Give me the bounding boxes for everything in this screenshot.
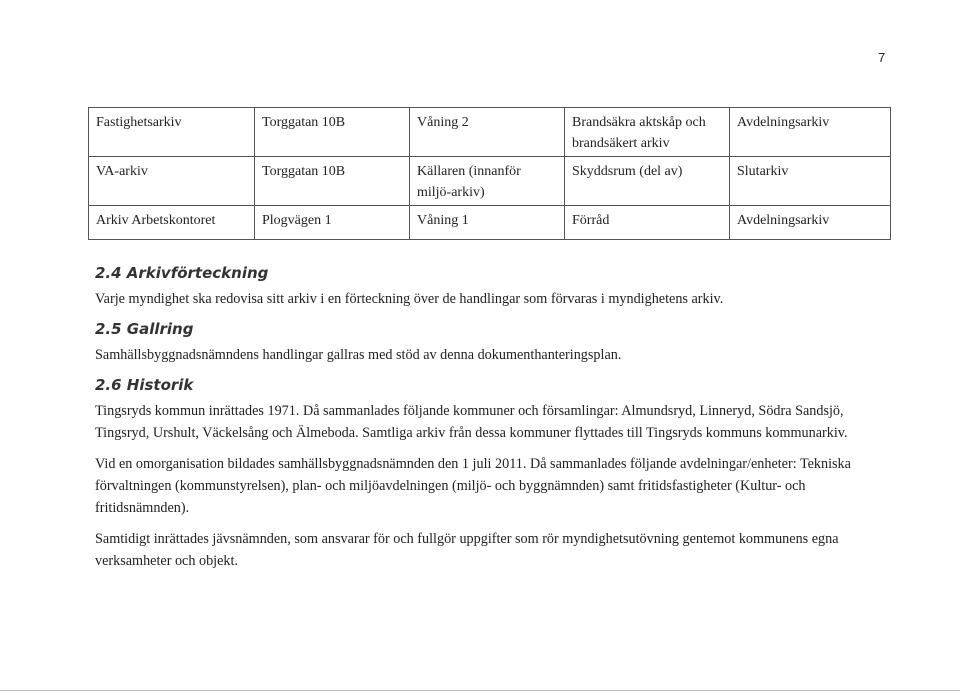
section-heading-arkivforteckning: 2.4 Arkivförteckning	[95, 264, 269, 282]
table-row	[89, 157, 891, 206]
paragraph: Varje myndighet ska redovisa sitt arkiv i en förteckning över de handlingar som förvaras i myndighetens arkiv.	[95, 291, 724, 307]
table-cell: Avdelningsarkiv	[730, 206, 891, 240]
section-heading-historik: 2.6 Historik	[95, 376, 194, 394]
table-cell: Skyddsrum (del av)	[565, 157, 730, 206]
table-cell: Torggatan 10B	[255, 157, 410, 206]
table-cell: Avdelningsarkiv	[730, 108, 891, 157]
table-cell: Våning 2	[410, 108, 565, 157]
document-body	[95, 263, 895, 581]
section-heading-gallring: 2.5 Gallring	[95, 320, 194, 338]
paragraph: Vid en omorganisation bildades samhällsbyggnadsnämnden den 1 juli 2011. Då sammanlades följande avdelningar/enheter: Tekniska förvaltningen (kommunstyrelsen), plan- och miljöavdelningen (miljö- och byggnämnden) samt fritidsfastigheter (Kultur- och fritidsnämnden).	[95, 456, 851, 516]
table-cell: Slutarkiv	[730, 157, 891, 206]
table-row	[89, 108, 891, 157]
archive-locations-table	[88, 107, 891, 240]
table-cell: VA-arkiv	[89, 157, 255, 206]
table-cell: Plogvägen 1	[255, 206, 410, 240]
table-cell: Fastighetsarkiv	[89, 108, 255, 157]
page-number: 7	[878, 50, 886, 65]
table-cell: Brandsäkra aktskåp och brandsäkert arkiv	[565, 108, 730, 157]
paragraph: Samtidigt inrättades jävsnämnden, som ansvarar för och fullgör uppgifter som rör myndighetsutövning gentemot kommunens egna verksamheter och objekt.	[95, 531, 839, 569]
table-cell: Arkiv Arbetskontoret	[89, 206, 255, 240]
table-cell: Våning 1	[410, 206, 565, 240]
paragraph: Tingsryds kommun inrättades 1971. Då sammanlades följande kommuner och församlingar: Almundsryd, Linneryd, Södra Sandsjö, Tingsryd, Urshult, Väckelsång och Älmeboda. Samtliga arkiv från dessa kommuner flyttades till Tingsryds kommuns kommunarkiv.	[95, 403, 848, 441]
table-cell: Förråd	[565, 206, 730, 240]
paragraph: Samhällsbyggnadsnämndens handlingar gallras med stöd av denna dokumenthanteringsplan.	[95, 347, 622, 363]
table-row	[89, 206, 891, 240]
table-cell: Torggatan 10B	[255, 108, 410, 157]
table-cell: Källaren (innanför miljö-arkiv)	[410, 157, 565, 206]
scan-bottom-edge	[0, 690, 960, 691]
